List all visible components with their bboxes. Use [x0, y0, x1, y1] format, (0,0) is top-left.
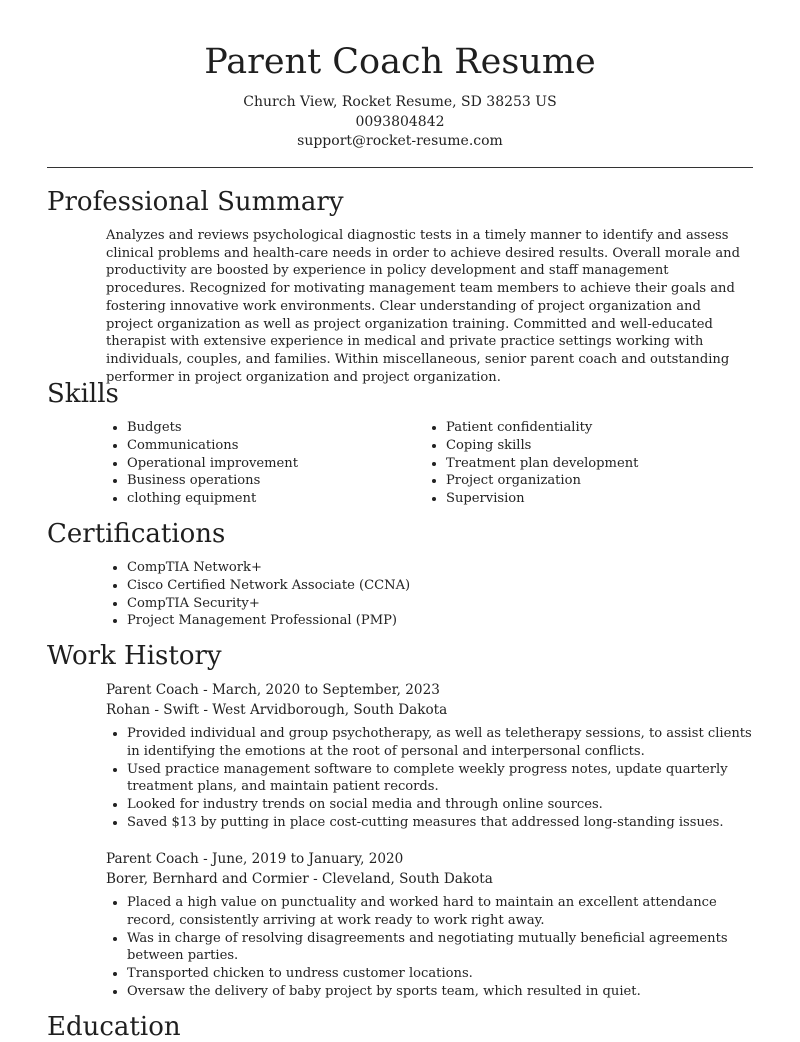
skill-item: • Budgets [127, 419, 298, 437]
job-employer-location: Borer, Bernhard and Cormier - Cleveland, South Dakota [106, 871, 493, 887]
header-divider [47, 167, 753, 168]
certification-item: • Cisco Certified Network Associate (CCNA) [127, 577, 410, 595]
job-bullet: • Provided individual and group psychotherapy, as well as teletherapy sessions, to assist clients in identifying the emotions at the root of personal and interpersonal conflicts. [127, 725, 756, 761]
skills-column-right [425, 419, 638, 508]
certifications-list [106, 559, 410, 630]
job-bullet: • Saved $13 by putting in place cost-cutting measures that addressed long-standing issues. [127, 814, 756, 832]
skill-item: • Coping skills [446, 437, 638, 455]
skill-item: • Project organization [446, 472, 638, 490]
section-title-education: Education [47, 1012, 181, 1042]
skill-item: • Treatment plan development [446, 455, 638, 473]
job-bullet: • Oversaw the delivery of baby project by sports team, which resulted in quiet. [127, 983, 756, 1001]
skill-item: • Communications [127, 437, 298, 455]
job-bullets [106, 725, 756, 832]
certification-item: • CompTIA Security+ [127, 595, 410, 613]
summary-paragraph: Analyzes and reviews psychological diagnostic tests in a timely manner to identify and assess clinical problems and health-care needs in order to achieve desired results. Overall morale and productivity are boosted by experience in policy development and staff management procedures. Recognized for motivating management team members to achieve their goals and fostering innovative work environments. Clear understanding of project organization and project organization as well as project organization training. Committed and well-educated therapist with extensive experience in medical and private practice settings working with individuals, couples, and families. Within miscellaneous, senior parent coach and outstanding performer in project organization and project organization. [106, 228, 740, 385]
skill-item: • Supervision [446, 490, 638, 508]
job-bullets [106, 894, 756, 1001]
job-bullet: • Used practice management software to complete weekly progress notes, update quarterly treatment plans, and maintain patient records. [127, 761, 756, 797]
resume-header [0, 0, 800, 152]
contact-phone: 0093804842 [355, 113, 445, 130]
skill-item: • Operational improvement [127, 455, 298, 473]
job-bullet: • Transported chicken to undress customer locations. [127, 965, 756, 983]
job-title-dates: Parent Coach - June, 2019 to January, 2020 [106, 851, 404, 867]
certification-item: • Project Management Professional (PMP) [127, 612, 410, 630]
page-title: Parent Coach Resume [204, 42, 596, 82]
skills-column-left [106, 419, 298, 508]
contact-email: support@rocket-resume.com [297, 133, 503, 149]
skill-item: • Business operations [127, 472, 298, 490]
contact-info [0, 93, 800, 152]
job-entry [106, 849, 756, 1001]
job-bullet: • Looked for industry trends on social media and through online sources. [127, 796, 756, 814]
section-title-summary: Professional Summary [47, 187, 344, 217]
job-bullet: • Was in charge of resolving disagreements and negotiating mutually beneficial agreements between parties. [127, 930, 756, 966]
section-title-skills: Skills [47, 379, 119, 409]
section-title-work-history: Work History [47, 641, 222, 671]
contact-address: Church View, Rocket Resume, SD 38253 US [243, 94, 557, 110]
certification-item: • CompTIA Network+ [127, 559, 410, 577]
section-title-certifications: Certifications [47, 519, 226, 549]
job-title-dates: Parent Coach - March, 2020 to September, 2023 [106, 682, 440, 698]
job-bullet: • Placed a high value on punctuality and worked hard to maintain an excellent attendance record, consistently arriving at work ready to work right away. [127, 894, 756, 930]
skill-item: • Patient confidentiality [446, 419, 638, 437]
job-employer-location: Rohan - Swift - West Arvidborough, South Dakota [106, 702, 448, 718]
skill-item: • clothing equipment [127, 490, 298, 508]
job-entry [106, 680, 756, 832]
